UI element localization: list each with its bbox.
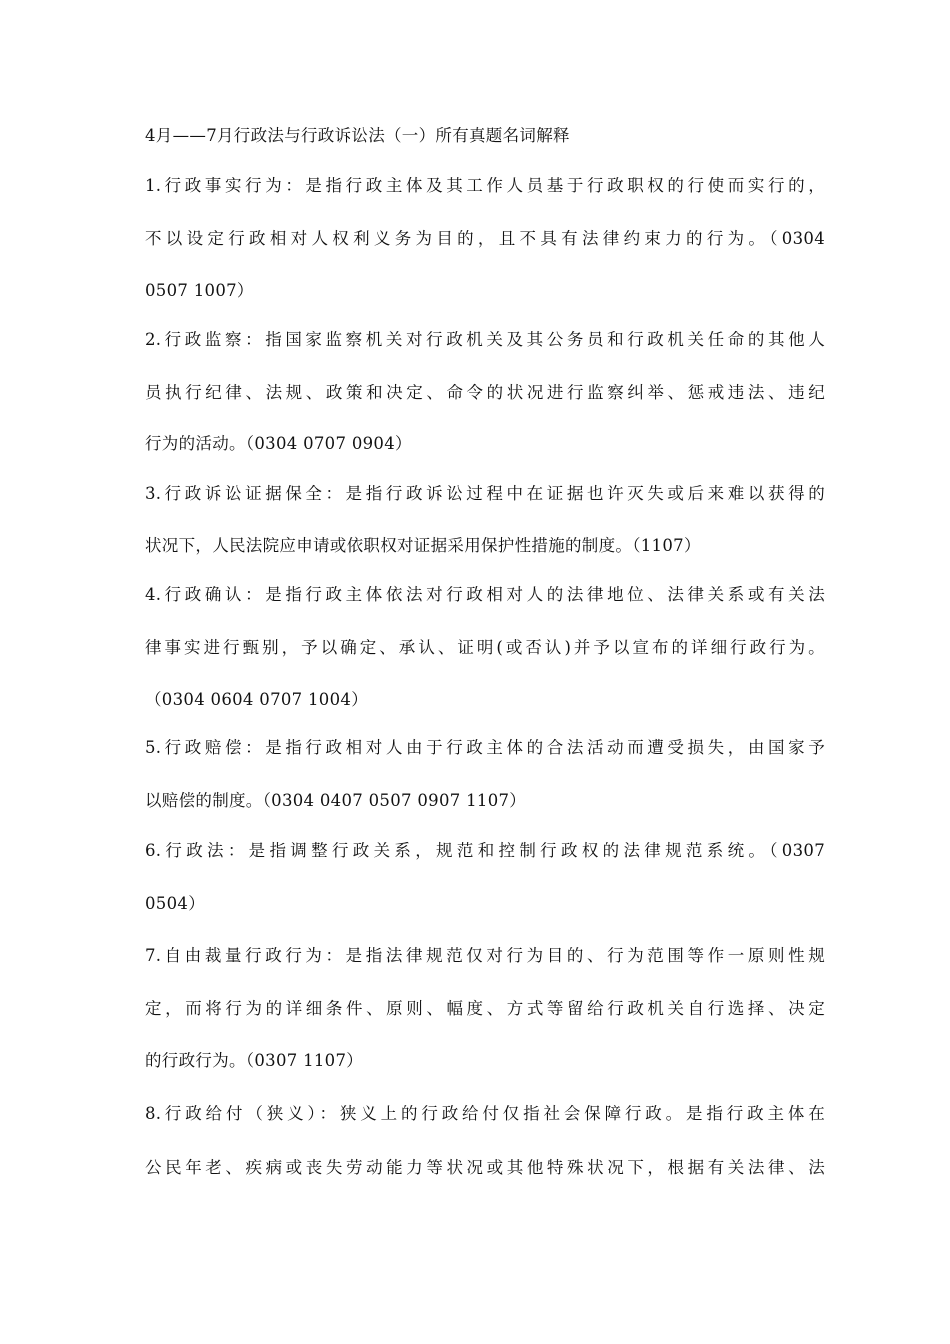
- text-line: 0507 1007）: [145, 281, 254, 300]
- text-line: 律事实进行甄别，予以确定、承认、证明(或否认)并予以宣布的详细行政行为。: [145, 638, 825, 657]
- text-line: 4.行政确认：是指行政主体依法对行政相对人的法律地位、法律关系或有关法: [145, 585, 825, 604]
- text-line: 以赔偿的制度。（0304 0407 0507 0907 1107）: [145, 791, 527, 810]
- text-line: 3.行政诉讼证据保全：是指行政诉讼过程中在证据也许灭失或后来难以获得的: [145, 484, 825, 503]
- text-line: 员执行纪律、法规、政策和决定、命令的状况进行监察纠举、惩戒违法、违纪: [145, 383, 825, 402]
- text-line: 不以设定行政相对人权利义务为目的，且不具有法律约束力的行为。（0304: [145, 229, 825, 248]
- text-line: 1.行政事实行为：是指行政主体及其工作人员基于行政职权的行使而实行的，: [145, 176, 825, 195]
- text-line: 5.行政赔偿：是指行政相对人由于行政主体的合法活动而遭受损失，由国家予: [145, 738, 825, 757]
- text-line: 6.行政法：是指调整行政关系，规范和控制行政权的法律规范系统。（0307: [145, 841, 825, 860]
- document-title: 4月——7月行政法与行政诉讼法（一）所有真题名词解释: [145, 126, 570, 145]
- text-line: 2.行政监察：指国家监察机关对行政机关及其公务员和行政机关任命的其他人: [145, 330, 825, 349]
- text-line: 定，而将行为的详细条件、原则、幅度、方式等留给行政机关自行选择、决定: [145, 999, 825, 1018]
- text-line: 0504）: [145, 894, 205, 913]
- text-line: 行为的活动。（0304 0707 0904）: [145, 434, 412, 453]
- text-line: 7.自由裁量行政行为：是指法律规范仅对行为目的、行为范围等作一原则性规: [145, 946, 825, 965]
- text-line: 的行政行为。（0307 1107）: [145, 1051, 364, 1070]
- text-line: （0304 0604 0707 1004）: [145, 690, 368, 709]
- text-line: 状况下，人民法院应申请或依职权对证据采用保护性措施的制度。（1107）: [145, 536, 701, 555]
- text-line: 8.行政给付（狭义）：狭义上的行政给付仅指社会保障行政。是指行政主体在: [145, 1104, 825, 1123]
- text-line: 公民年老、疾病或丧失劳动能力等状况或其他特殊状况下，根据有关法律、法: [145, 1158, 825, 1177]
